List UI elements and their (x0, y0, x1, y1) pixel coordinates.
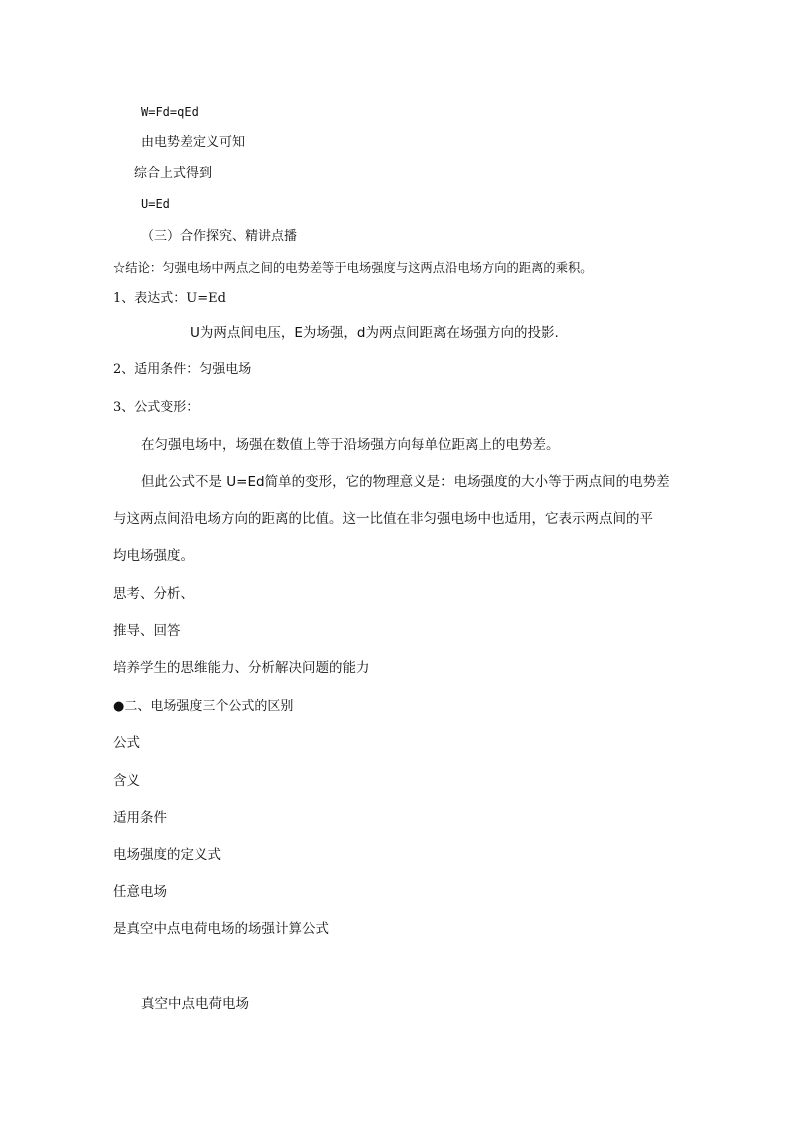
paragraph-line: 与这两点间沿电场方向的距离的比值。这一比值在非匀强电场中也适用，它表示两点间的平 (113, 511, 653, 527)
paragraph-line: 均电场强度。 (113, 548, 194, 564)
paragraph-line: 在匀强电场中，场强在数值上等于沿场强方向每单位距离上的电势差。 (141, 437, 560, 453)
variable-description: U为两点间电压，E为场强，d为两点间距离在场强方向的投影. (190, 325, 559, 341)
table-cell: 电场强度的定义式 (113, 847, 221, 863)
table-header-formula: 公式 (113, 735, 140, 751)
list-item-expression: 1、表达式：U=Ed (113, 291, 226, 306)
formula-work: W=Fd=qEd (141, 105, 199, 119)
text-line: 综合上式得到 (134, 166, 213, 181)
goal-line: 培养学生的思维能力、分析解决问题的能力 (113, 660, 370, 676)
table-header-meaning: 含义 (113, 773, 140, 789)
text-line: 由电势差定义可知 (141, 135, 246, 150)
conclusion-line: ☆结论：匀强电场中两点之间的电势差等于电场强度与这两点沿电场方向的距离的乘积。 (113, 261, 593, 275)
activity-line: 思考、分析、 (113, 586, 194, 602)
paragraph-line: 但此公式不是 U=Ed简单的变形，它的物理意义是：电场强度的大小等于两点间的电势差 (141, 474, 670, 490)
section-heading: （三）合作探究、精讲点播 (141, 229, 298, 244)
section-heading-2: ●二、电场强度三个公式的区别 (113, 699, 294, 714)
activity-line: 推导、回答 (113, 623, 181, 639)
list-item-condition: 2、适用条件：匀强电场 (113, 362, 252, 377)
table-cell: 是真空中点电荷电场的场强计算公式 (113, 921, 329, 937)
table-cell: 真空中点电荷电场 (141, 996, 249, 1012)
list-item-transform: 3、公式变形： (113, 400, 200, 415)
table-cell: 任意电场 (113, 884, 167, 900)
table-header-condition: 适用条件 (113, 810, 167, 826)
formula-u-ed: U=Ed (141, 197, 170, 211)
